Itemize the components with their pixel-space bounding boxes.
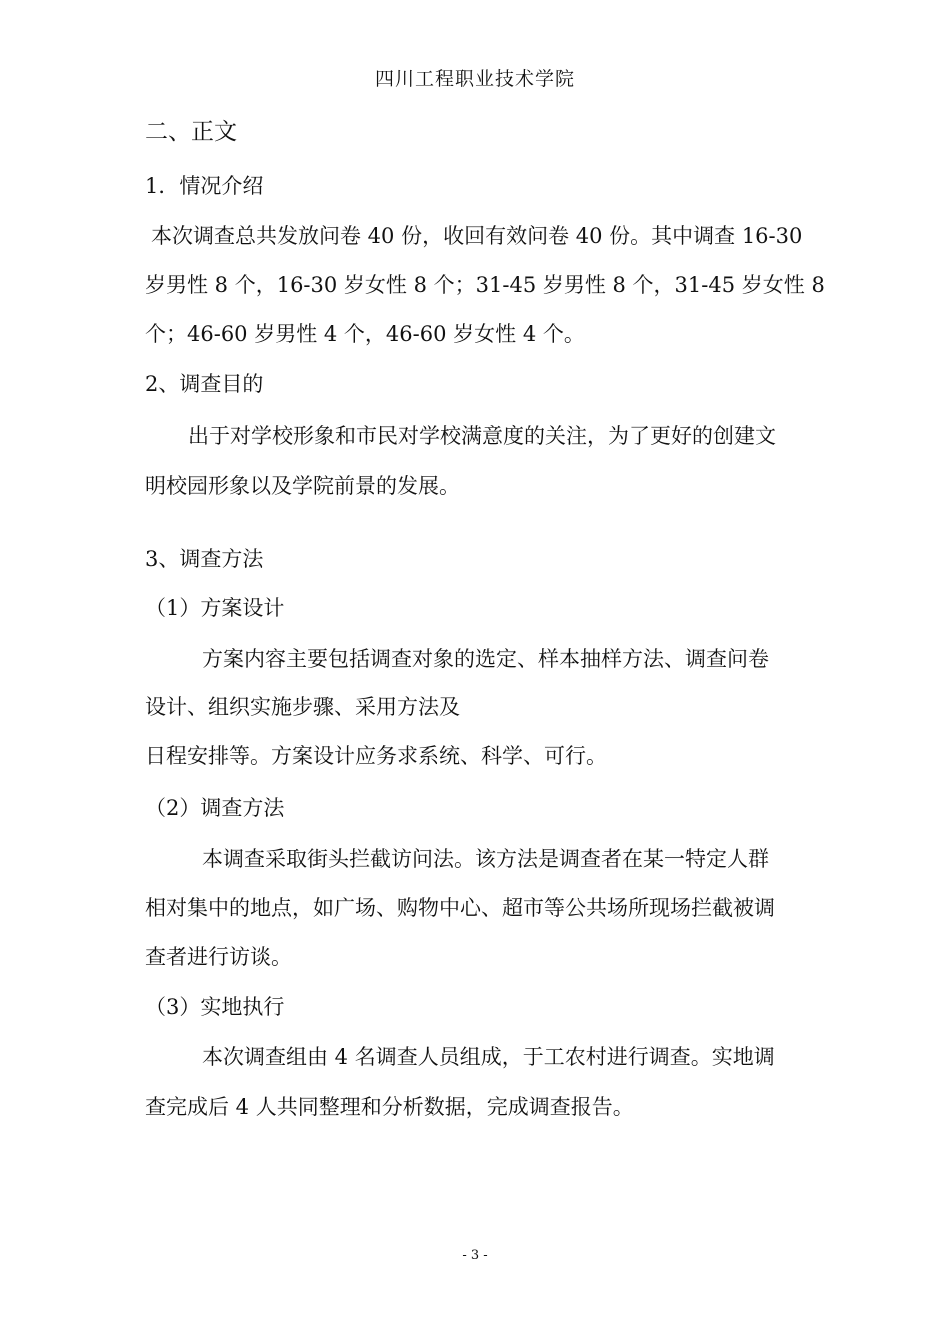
sec3-sub1-heading: （1）方案设计 xyxy=(145,596,285,620)
section-title: 二、正文 xyxy=(145,119,237,145)
page-header: 四川工程职业技术学院 xyxy=(374,68,575,90)
page-number: - 3 - xyxy=(462,1248,488,1263)
sec3-sub1-line-3: 日程安排等。方案设计应务求系统、科学、可行。 xyxy=(145,744,607,768)
sec3-sub1-line-2: 设计、组织实施步骤、采用方法及 xyxy=(145,695,460,719)
sec1-line-2: 岁男性 8 个，16-30 岁女性 8 个；31-45 岁男性 8 个，31-45 岁女性 8 xyxy=(145,273,825,297)
sec3-sub3-line-1: 本次调查组由 4 名调查人员组成，于工农村进行调查。实地调 xyxy=(202,1045,775,1069)
sec3-sub3-heading: （3）实地执行 xyxy=(145,995,285,1019)
sec2-line-2: 明校园形象以及学院前景的发展。 xyxy=(145,474,460,498)
sec2-line-1: 出于对学校形象和市民对学校满意度的关注，为了更好的创建文 xyxy=(188,424,776,448)
sec3-sub2-line-1: 本调查采取街头拦截访问法。该方法是调查者在某一特定人群 xyxy=(202,847,769,871)
sec3-sub2-heading: （2）调查方法 xyxy=(145,796,285,820)
sec3-sub2-line-3: 查者进行访谈。 xyxy=(145,945,292,969)
sec1-heading: 1．情况介绍 xyxy=(145,174,264,198)
sec3-heading: 3、调查方法 xyxy=(145,547,264,571)
sec3-sub3-line-2: 查完成后 4 人共同整理和分析数据，完成调查报告。 xyxy=(145,1095,634,1119)
sec3-sub2-line-2: 相对集中的地点，如广场、购物中心、超市等公共场所现场拦截被调 xyxy=(145,896,775,920)
sec1-line-1: 本次调查总共发放问卷 40 份，收回有效问卷 40 份。其中调查 16-30 xyxy=(151,224,803,248)
sec2-heading: 2、调查目的 xyxy=(145,372,264,396)
sec1-line-3: 个；46-60 岁男性 4 个，46-60 岁女性 4 个。 xyxy=(145,322,585,346)
sec3-sub1-line-1: 方案内容主要包括调查对象的选定、样本抽样方法、调查问卷 xyxy=(202,647,769,671)
